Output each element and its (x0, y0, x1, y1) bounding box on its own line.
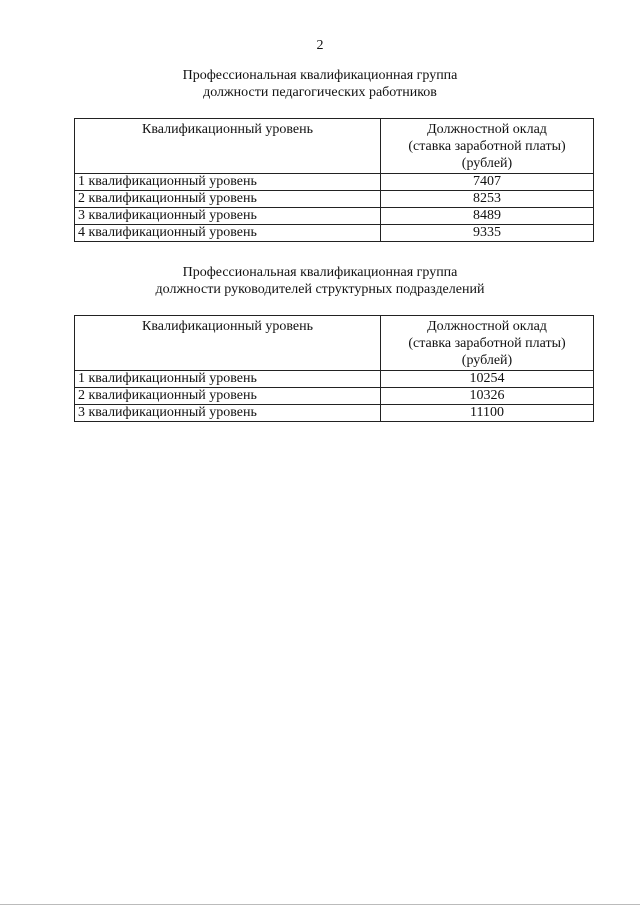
salary-cell: 8489 (381, 208, 594, 225)
table-row (75, 191, 594, 208)
page-number: 2 (316, 38, 324, 53)
salary-cell: 10254 (381, 371, 594, 388)
salary-cell: 7407 (381, 174, 594, 191)
table-row (75, 225, 594, 242)
salary-table-pedagogical (74, 118, 594, 242)
table-row (75, 174, 594, 191)
column-header-salary (381, 119, 594, 174)
salary-table-managers (74, 315, 594, 422)
section-title-pedagogical (0, 67, 640, 101)
header-salary-line: (ставка заработной платы) (408, 336, 566, 351)
salary-cell: 8253 (381, 191, 594, 208)
table-row (75, 405, 594, 422)
header-salary-line: (ставка заработной платы) (408, 139, 566, 154)
level-cell: 3 квалификационный уровень (75, 208, 381, 225)
table-row (75, 371, 594, 388)
section-title-line: должности педагогических работников (203, 85, 437, 100)
table-row (75, 208, 594, 225)
column-header-salary (381, 316, 594, 371)
column-header-level: Квалификационный уровень (75, 119, 381, 174)
section-title-managers (0, 264, 640, 298)
level-cell: 2 квалификационный уровень (75, 191, 381, 208)
section-title-line: Профессиональная квалификационная группа (182, 265, 458, 280)
section-title-line: Профессиональная квалификационная группа (182, 68, 458, 83)
level-cell: 4 квалификационный уровень (75, 225, 381, 242)
table-row (75, 388, 594, 405)
salary-cell: 9335 (381, 225, 594, 242)
level-cell: 1 квалификационный уровень (75, 371, 381, 388)
table-header-row (75, 316, 594, 371)
header-salary-line: (рублей) (461, 353, 513, 368)
salary-cell: 10326 (381, 388, 594, 405)
salary-cell: 11100 (381, 405, 594, 422)
level-cell: 1 квалификационный уровень (75, 174, 381, 191)
header-salary-line: (рублей) (461, 156, 513, 171)
header-salary-line: Должностной оклад (427, 122, 547, 137)
header-salary-line: Должностной оклад (427, 319, 547, 334)
level-cell: 2 квалификационный уровень (75, 388, 381, 405)
section-title-line: должности руководителей структурных подразделений (155, 282, 485, 297)
column-header-level: Квалификационный уровень (75, 316, 381, 371)
level-cell: 3 квалификационный уровень (75, 405, 381, 422)
table-header-row (75, 119, 594, 174)
